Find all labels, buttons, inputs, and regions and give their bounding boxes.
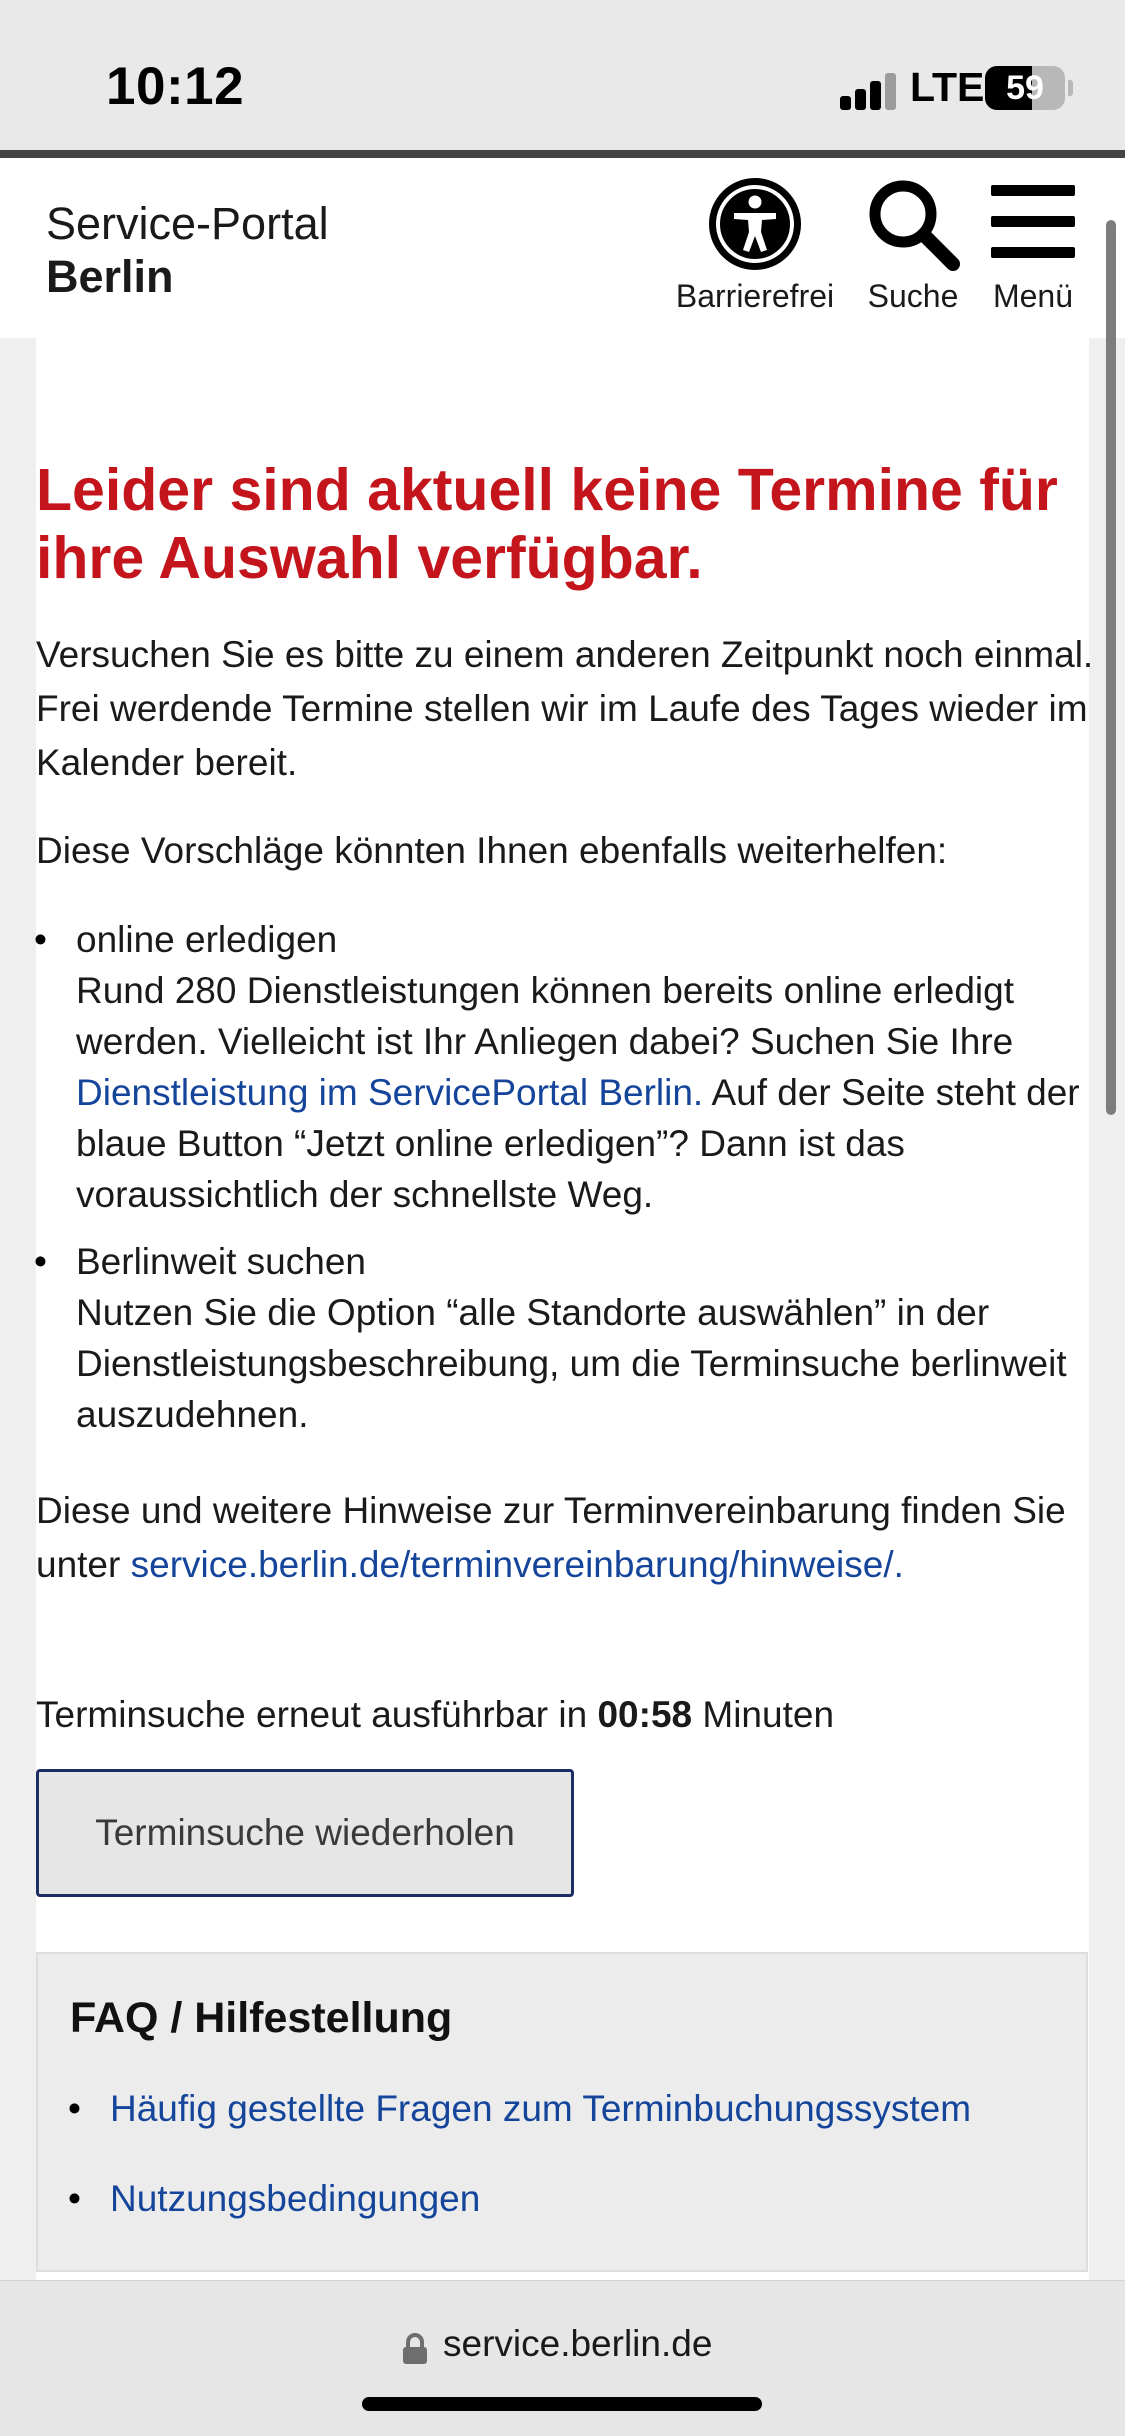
suggestion-text <box>76 965 1096 1220</box>
hints-paragraph <box>36 1484 1096 1592</box>
battery-icon <box>985 66 1065 110</box>
list-item <box>70 2172 971 2262</box>
battery-level: 59 <box>1006 69 1044 107</box>
list-item <box>70 2082 971 2172</box>
home-indicator[interactable] <box>362 2397 762 2411</box>
signal-strength-icon <box>840 70 898 110</box>
suggestions-intro: Diese Vorschläge könnten Ihnen ebenfalls weiterhelfen: <box>36 830 948 871</box>
countdown-suffix: Minuten <box>692 1694 835 1735</box>
faq-list <box>70 2082 971 2262</box>
suggestion-text: Nutzen Sie die Option “alle Standorte auswählen” in der Dienstleistungsbeschreibung, um die Terminsuche berlinweit auszudehnen. <box>76 1292 1067 1435</box>
status-time: 10:12 <box>106 57 245 116</box>
retry-later-paragraph: Versuchen Sie es bitte zu einem anderen Zeitpunkt noch einmal. Frei werdende Termine stellen wir im Laufe des Tages wieder im Kalender bereit. <box>36 634 1094 783</box>
bullet-icon: • <box>68 2178 81 2219</box>
bullet-icon: • <box>34 1241 47 1282</box>
hints-link[interactable]: service.berlin.de/terminvereinbarung/hinweise/. <box>130 1544 904 1585</box>
site-header <box>0 158 1125 338</box>
faq-box <box>36 1952 1088 2272</box>
lock-icon <box>402 2333 428 2365</box>
no-appointments-heading: Leider sind aktuell keine Termine für ihre Auswahl verfügbar. <box>36 457 1058 591</box>
page-scrollbar[interactable] <box>1106 220 1116 1115</box>
faq-link-booking-system[interactable]: Häufig gestellte Fragen zum Terminbuchungssystem <box>110 2088 972 2129</box>
search-label: Suche <box>867 278 959 314</box>
list-item <box>36 914 1096 1220</box>
menu-button[interactable] <box>980 176 1086 315</box>
list-item <box>36 1236 1096 1440</box>
suggestion-text-before: Rund 280 Dienstleistungen können bereits online erledigt werden. Vielleicht ist Ihr Anliegen dabei? Suchen Sie Ihre <box>76 970 1014 1062</box>
hints-text: Diese und weitere Hinweise zur Terminvereinbarung finden Sie unter <box>36 1490 1066 1585</box>
accessibility-button[interactable] <box>670 176 840 315</box>
countdown-prefix: Terminsuche erneut ausführbar in <box>36 1694 598 1735</box>
suggestion-text-after: Auf der Seite steht der blaue Button “Jetzt online erledigen”? Dann ist das voraussichtlich der schnellste Weg. <box>76 1072 1080 1215</box>
search-icon <box>863 176 963 272</box>
battery-cap <box>1068 80 1073 96</box>
hamburger-menu-icon <box>988 176 1078 272</box>
menu-label: Menü <box>992 278 1074 314</box>
main-content <box>34 338 1094 2280</box>
suggestion-title: Berlinweit suchen <box>76 1241 366 1282</box>
countdown-text <box>36 1688 834 1742</box>
countdown-time: 00:58 <box>597 1694 693 1735</box>
brand-title[interactable]: Service-Portal <box>46 198 329 249</box>
suggestions-list <box>36 914 1096 1456</box>
bullet-icon: • <box>68 2088 81 2129</box>
serviceportal-link[interactable]: Dienstleistung im ServicePortal Berlin. <box>76 1072 704 1113</box>
faq-title: FAQ / Hilfestellung <box>70 1994 453 2042</box>
bullet-icon: • <box>34 919 47 960</box>
url-text[interactable]: service.berlin.de <box>443 2323 713 2364</box>
search-button[interactable] <box>858 176 968 315</box>
accessibility-label: Barrierefrei <box>675 278 835 314</box>
status-bar <box>0 0 1125 150</box>
faq-link-terms-of-use[interactable]: Nutzungsbedingungen <box>110 2178 481 2219</box>
suggestion-title: online erledigen <box>76 919 338 960</box>
brand-subtitle[interactable]: Berlin <box>46 251 174 302</box>
browser-address-bar[interactable] <box>0 2280 1125 2436</box>
network-type: LTE <box>910 64 985 110</box>
retry-search-button[interactable]: Terminsuche wiederholen <box>36 1769 574 1897</box>
header-top-rule <box>0 150 1125 158</box>
accessibility-icon <box>707 176 803 272</box>
